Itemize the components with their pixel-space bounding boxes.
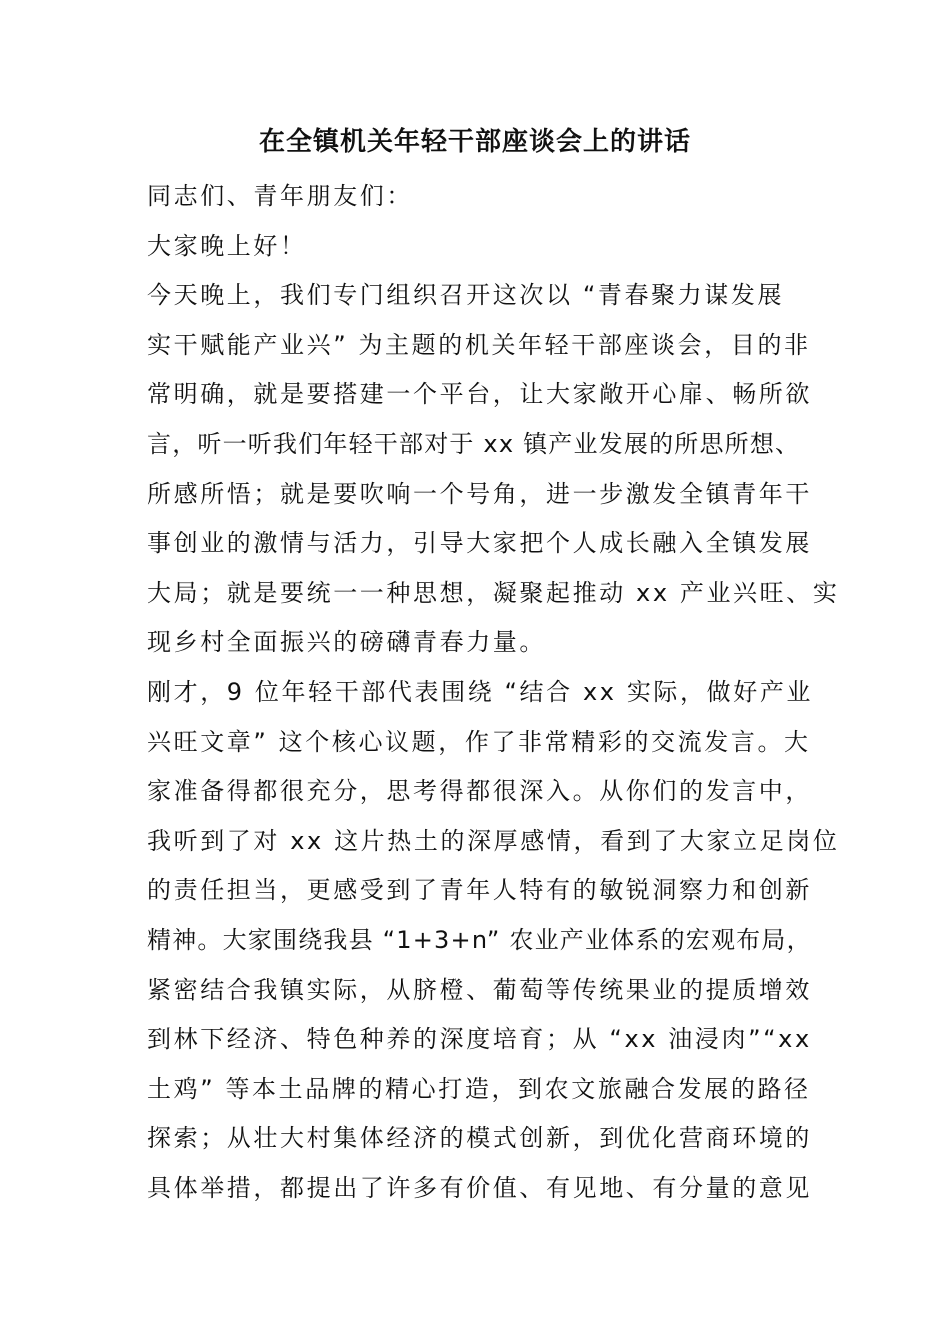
text-line: 大局；就是要统一一种思想，凝聚起推动 xx 产业兴旺、实: [147, 578, 840, 607]
speech-body: [147, 172, 840, 1213]
document-title: 在全镇机关年轻干部座谈会上的讲话: [258, 127, 691, 157]
text-line: 精神。大家围绕我县 “1+3+n” 农业产业体系的宏观布局，: [147, 925, 812, 954]
text-line: 具体举措，都提出了许多有价值、有见地、有分量的意见: [147, 1173, 812, 1202]
text-line: 言，听一听我们年轻干部对于 xx 镇产业发展的所思所想、: [147, 429, 801, 458]
text-line: 兴旺文章” 这个核心议题，作了非常精彩的交流发言。大: [147, 727, 811, 756]
text-line: 刚才，9 位年轻干部代表围绕 “结合 xx 实际，做好产业: [147, 677, 814, 706]
text-line: 常明确，就是要搭建一个平台，让大家敞开心扉、畅所欲: [147, 380, 812, 409]
text-line: 事创业的激情与活力，引导大家把个人成长融入全镇发展: [147, 529, 812, 558]
text-line: 的责任担当，更感受到了青年人特有的敏锐洞察力和创新: [147, 876, 812, 905]
text-line: 土鸡” 等本土品牌的精心打造，到农文旅融合发展的路径: [147, 1074, 811, 1103]
text-line: 同志们、青年朋友们：: [147, 182, 413, 210]
text-line: 大家晚上好！: [147, 231, 307, 260]
text-line: 实干赋能产业兴” 为主题的机关年轻干部座谈会，目的非: [147, 330, 811, 359]
text-line: 探索；从壮大村集体经济的模式创新，到优化营商环境的: [147, 1124, 812, 1153]
text-line: 紧密结合我镇实际，从脐橙、葡萄等传统果业的提质增效: [147, 975, 812, 1004]
text-line: 现乡村全面振兴的磅礴青春力量。: [147, 628, 546, 657]
text-line: 家准备得都很充分，思考得都很深入。从你们的发言中，: [147, 777, 812, 806]
text-line: 所感所悟；就是要吹响一个号角，进一步激发全镇青年干: [147, 479, 812, 508]
text-line: 到林下经济、特色种养的深度培育；从 “xx 油浸肉”“xx: [147, 1025, 812, 1054]
text-line: 我听到了对 xx 这片热土的深厚感情，看到了大家立足岗位: [147, 826, 840, 855]
text-line: 今天晚上，我们专门组织召开这次以 “青春聚力谋发展: [147, 281, 785, 310]
